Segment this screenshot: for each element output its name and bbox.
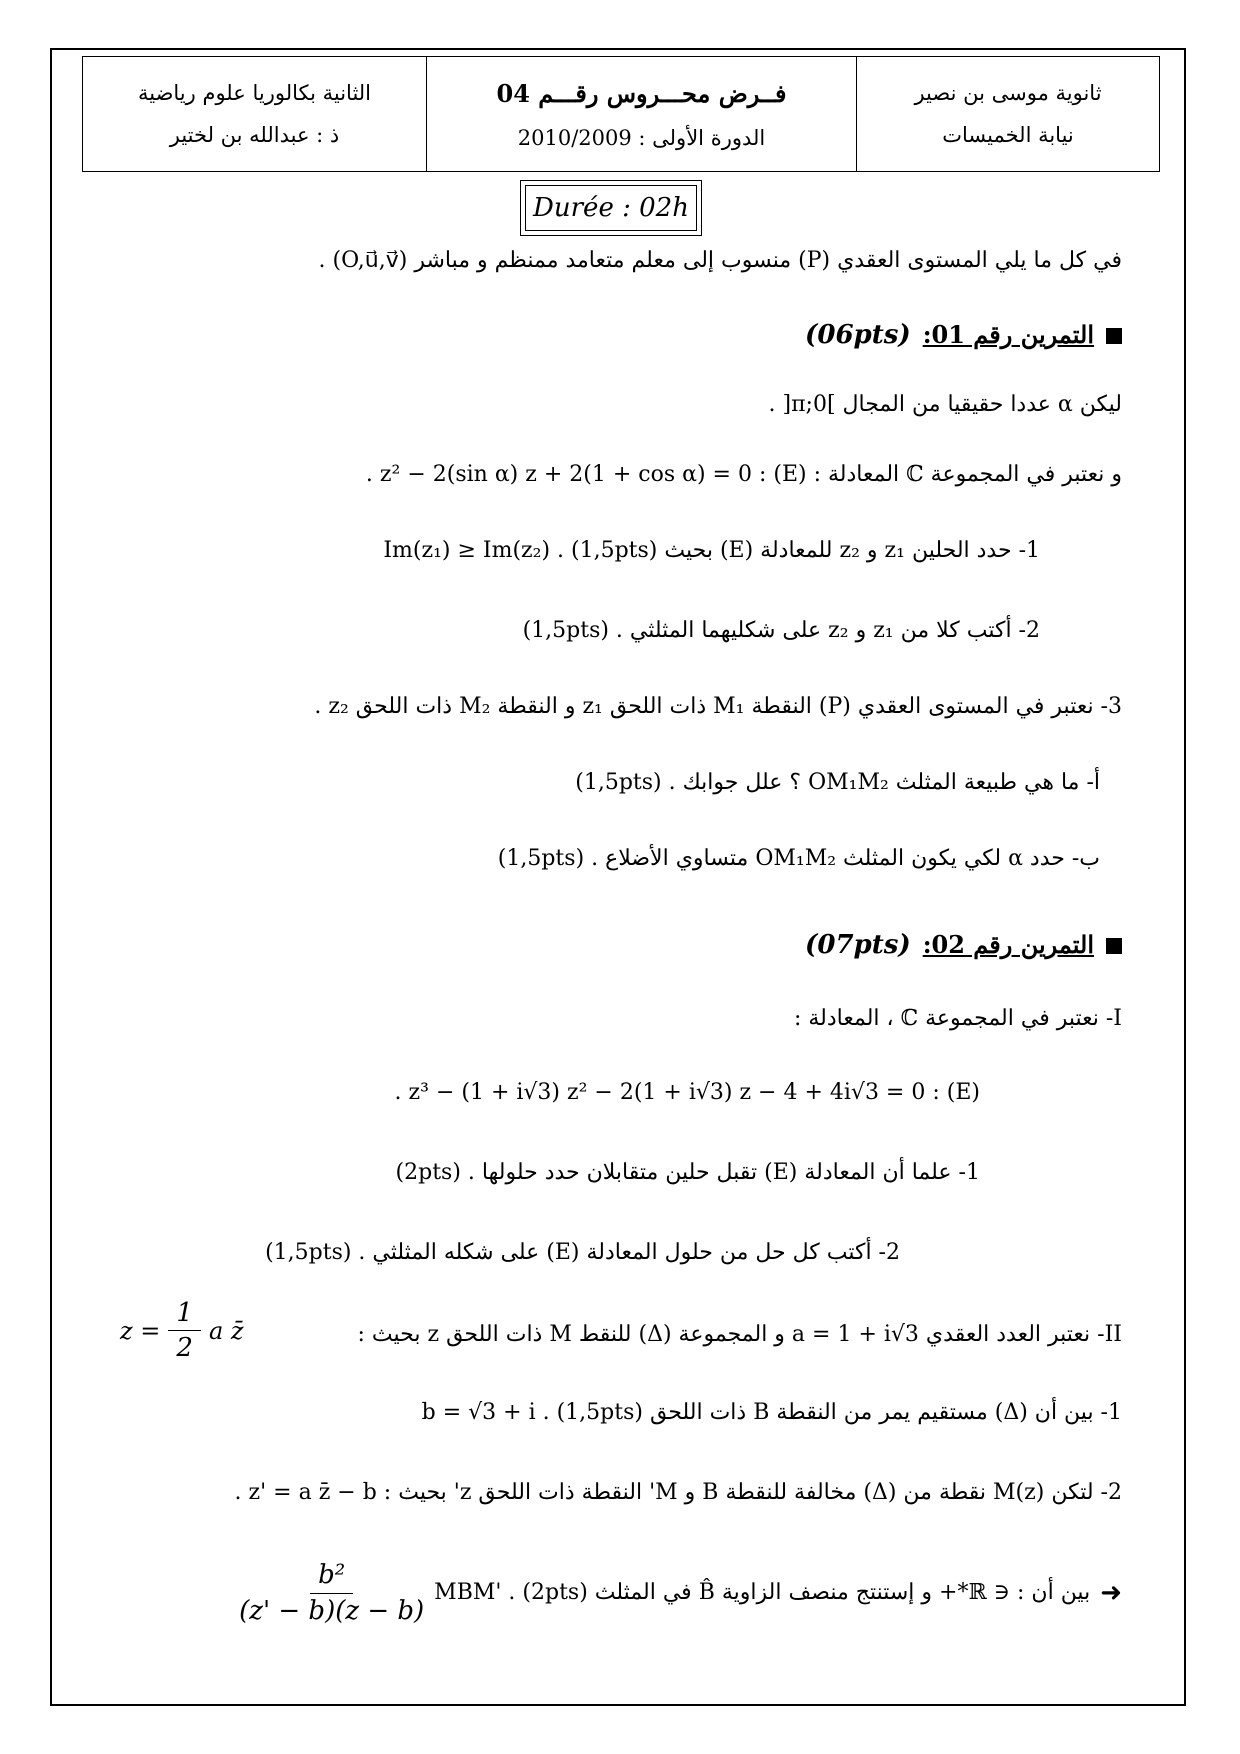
session-label: الدورة الأولى : 2010/2009 <box>517 125 766 150</box>
fraction-denominator: (z' − b)(z − b) <box>239 1596 425 1627</box>
ex2-II-conclusion <box>239 1560 1122 1627</box>
ex1-question-2: 2- أكتب كلا من z₁ و z₂ على شكليهما المثلثي . (1,5pts) <box>522 618 1040 643</box>
ex2-part-2-text: II- نعتبر العدد العقدي a = 1 + i√3 و المجموعة (Δ) للنقط M ذات اللحق z بحيث : <box>357 1322 1122 1347</box>
delta-rhs: a z̄ <box>208 1316 244 1345</box>
header-right-cell <box>857 57 1159 171</box>
ex1-question-3: 3- نعتبر في المستوى العقدي (P) النقطة M₁ ذات اللحق z₁ و النقطة M₂ ذات اللحق z₂ . <box>314 694 1122 719</box>
exercise-2-title: التمرين رقم 02: <box>922 930 1094 960</box>
conclusion-text: بين أن : ∈ ℝ*+ و إستنتج منصف الزاوية B̂ في المثلث MBM' . (2pts) <box>434 1580 1091 1606</box>
class-label: الثانية بكالوريا علوم رياضية <box>137 81 372 105</box>
fraction-b-squared <box>239 1560 424 1627</box>
exercise-1-points: (06pts) <box>805 320 911 350</box>
ex1-line-2: و نعتبر في المجموعة ℂ المعادلة : (E) : z² − 2(sin α) z + 2(1 + cos α) = 0 . <box>365 462 1122 487</box>
teacher-label: ذ : عبدالله بن لختير <box>169 123 340 147</box>
ex1-question-1: 1- حدد الحلين z₁ و z₂ للمعادلة (E) بحيث Im(z₁) ≥ Im(z₂) . (1,5pts) <box>383 538 1040 563</box>
fraction-numerator: 1 <box>168 1298 201 1331</box>
intro-text: في كل ما يلي المستوى العقدي (P) منسوب إلى معلم متعامد ممنظم و مباشر (O,u⃗,v⃗) . <box>318 248 1122 273</box>
header-table <box>82 56 1160 172</box>
exam-title: فــرض محـــروس رقـــم 04 <box>496 78 787 108</box>
ex2-equation: (E) : z³ − (1 + i√3) z² − 2(1 + i√3) z − 4 + 4i√3 = 0 . <box>394 1080 980 1105</box>
page-border <box>50 48 1186 1706</box>
school-name: ثانوية موسى بن نصير <box>914 81 1102 105</box>
ex2-II-question-2: 2- لتكن M(z) نقطة من (Δ) مخالفة للنقطة B و M' النقطة ذات اللحق z' بحيث : z' = a z̄ − b . <box>234 1480 1122 1505</box>
fraction-denominator: 2 <box>176 1333 193 1363</box>
ex2-II-question-1: 1- بين أن (Δ) مستقيم يمر من النقطة B ذات اللحق b = √3 + i . (1,5pts) <box>421 1400 1122 1425</box>
bullet-square-icon <box>1106 328 1122 344</box>
delta-lhs: z = <box>120 1316 161 1345</box>
ex1-question-3b: ب- حدد α لكي يكون المثلث OM₁M₂ متساوي الأضلاع . (1,5pts) <box>497 846 1100 871</box>
ex2-question-2: 2- أكتب كل حل من حلول المعادلة (E) على شكله المثلثي . (1,5pts) <box>265 1240 900 1265</box>
delta-definition <box>120 1298 244 1363</box>
ex1-question-3a: أ- ما هي طبيعة المثلث OM₁M₂ ؟ علل جوابك . (1,5pts) <box>575 770 1100 795</box>
duration-label: Durée : 02h <box>525 185 697 231</box>
exercise-1-heading <box>805 320 1122 351</box>
ex2-part-2-intro <box>358 1322 1122 1348</box>
district-name: نيابة الخميسات <box>942 123 1074 147</box>
header-center-cell <box>427 57 857 171</box>
bullet-square-icon <box>1106 938 1122 954</box>
ex1-line-1: ليكن α عددا حقيقيا من المجال ]0;π[ . <box>768 392 1122 417</box>
duration-box <box>520 180 702 236</box>
exercise-2-heading <box>805 930 1122 961</box>
exercise-2-points: (07pts) <box>805 930 911 960</box>
header-left-cell <box>83 57 427 171</box>
fraction-one-half <box>168 1298 201 1363</box>
exercise-1-title: التمرين رقم 01: <box>922 320 1094 350</box>
ex2-part-1-intro: I- نعتبر في المجموعة ℂ ، المعادلة : <box>793 1006 1122 1031</box>
fraction-numerator: b² <box>310 1560 353 1594</box>
arrow-icon: ➜ <box>1100 1578 1122 1609</box>
ex2-question-1: 1- علما أن المعادلة (E) تقبل حلين متقابلان حدد حلولها . (2pts) <box>395 1160 980 1185</box>
